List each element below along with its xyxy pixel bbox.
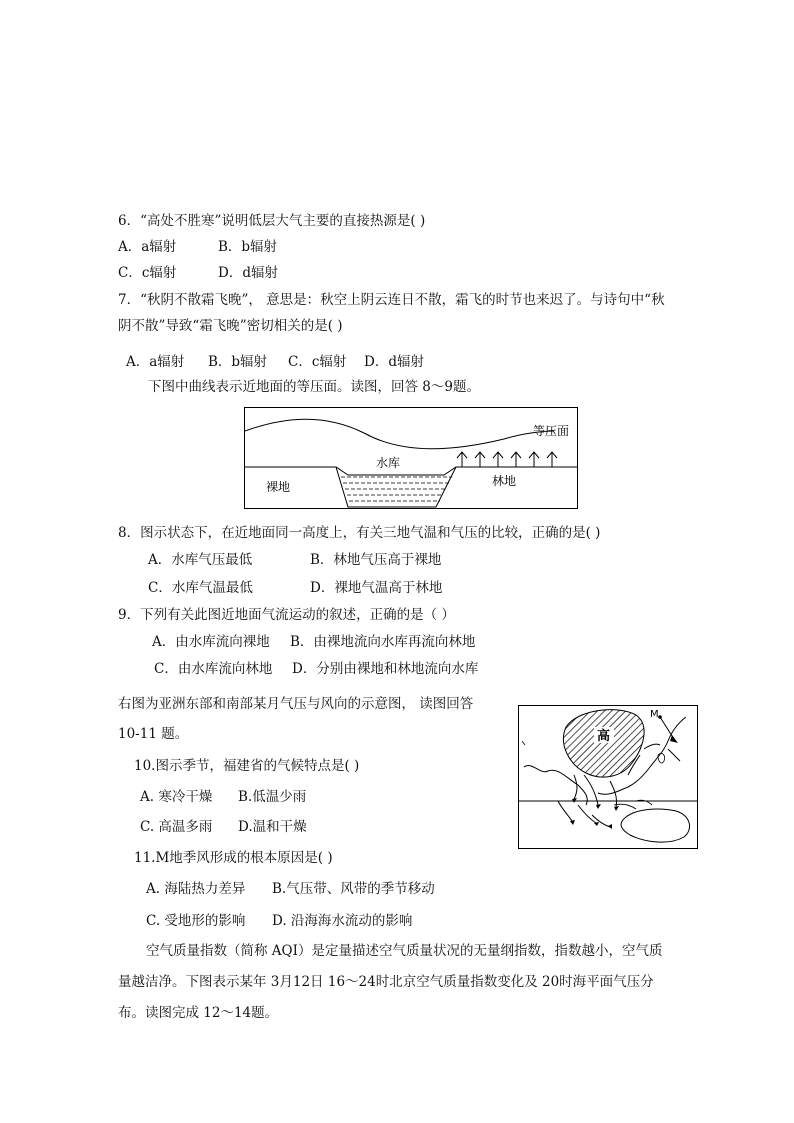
q6-options-row1 bbox=[118, 238, 277, 256]
q11-option-a: A. 海陆热力差异 bbox=[146, 881, 246, 897]
aqi-intro-line1: 空气质量指数（简称 AQI）是定量描述空气质量状况的无量纲指数，指数越小，空气质 bbox=[146, 943, 663, 959]
asia-pressure-wind-map bbox=[518, 705, 698, 849]
q8-option-c: C．水库气温最低 bbox=[148, 580, 253, 596]
label-bare-land: 裸地 bbox=[266, 480, 291, 494]
q9-options-row1 bbox=[152, 633, 475, 651]
q8-options-row1 bbox=[148, 551, 441, 569]
aqi-intro-line3: 布。读图完成 12～14题。 bbox=[118, 1005, 279, 1021]
q6-option-d: D．d辐射 bbox=[218, 265, 278, 281]
q10-option-c: C. 高温多雨 bbox=[140, 819, 213, 835]
q7-option-a: A．a辐射 bbox=[126, 354, 185, 370]
q9-option-c: C．由水库流向林地 bbox=[154, 661, 273, 677]
label-m: M bbox=[650, 709, 659, 720]
q8-option-b: B．林地气压高于裸地 bbox=[310, 552, 442, 568]
intro-8-9: 下图中曲线表示近地面的等压面。读图，回答 8～9题。 bbox=[148, 379, 480, 395]
label-reservoir: 水库 bbox=[376, 456, 401, 470]
q7-option-d: D．d辐射 bbox=[364, 354, 424, 370]
q11-option-d: D. 沿海海水流动的影响 bbox=[272, 913, 413, 929]
intro-10-11-line2: 10-11 题。 bbox=[118, 726, 189, 742]
q8-options-row2 bbox=[148, 579, 442, 597]
q11-options-row2 bbox=[146, 912, 412, 930]
aqi-intro-line2: 量越洁净。下图表示某年 3月12日 16～24时北京空气质量指数变化及 20时海平面气压分 bbox=[118, 974, 654, 990]
q7-option-b: B．b辐射 bbox=[208, 354, 268, 370]
q7-stem-line1: 7．“秋阴不散霜飞晚”， 意思是：秋空上阴云连日不散，霜飞的时节也来迟了。与诗句中“秋 bbox=[118, 292, 665, 308]
label-high: 高 bbox=[597, 729, 611, 744]
q7-options bbox=[126, 353, 424, 371]
q11-options-row1 bbox=[146, 880, 435, 898]
q10-options-row1 bbox=[140, 788, 306, 806]
q9-option-b: B．由裸地流向水库再流向林地 bbox=[290, 634, 476, 650]
q6-stem: 6．“高处不胜寒”说明低层大气主要的直接热源是( ) bbox=[118, 213, 426, 229]
isobar-diagram bbox=[244, 407, 578, 509]
label-forest: 林地 bbox=[492, 474, 517, 488]
q6-option-c: C．c辐射 bbox=[118, 265, 177, 281]
q6-option-b: B．b辐射 bbox=[218, 239, 278, 255]
q11-stem: 11.M地季风形成的根本原因是( ) bbox=[134, 850, 333, 866]
q6-options-row2 bbox=[118, 264, 278, 282]
q11-option-c: C. 受地形的影响 bbox=[146, 913, 246, 929]
q7-stem-line2: 阴不散”导致“霜飞晚”密切相关的是( ) bbox=[118, 318, 343, 334]
q10-stem: 10.图示季节，福建省的气候特点是( ) bbox=[134, 758, 360, 774]
m-point bbox=[658, 715, 662, 719]
intro-10-11-line1: 右图为亚洲东部和南部某月气压与风向的示意图， 读图回答 bbox=[118, 696, 474, 712]
q10-option-b: B.低温少雨 bbox=[238, 789, 307, 805]
q10-options-row2 bbox=[140, 818, 307, 836]
q9-option-d: D．分别由裸地和林地流向水库 bbox=[292, 661, 479, 677]
label-isobar: 等压面 bbox=[533, 424, 570, 438]
q8-stem: 8．图示状态下，在近地面同一高度上，有关三地气温和气压的比较，正确的是( ) bbox=[118, 525, 601, 541]
q6-option-a: A．a辐射 bbox=[118, 239, 177, 255]
q9-option-a: A．由水库流向裸地 bbox=[152, 634, 270, 650]
q11-option-b: B.气压带、风带的季节移动 bbox=[272, 881, 435, 897]
q8-option-d: D．裸地气温高于林地 bbox=[310, 580, 443, 596]
q9-options-row2 bbox=[154, 660, 478, 678]
q10-option-a: A. 寒冷干燥 bbox=[140, 789, 213, 805]
q8-option-a: A．水库气压最低 bbox=[148, 552, 253, 568]
q7-option-c: C．c辐射 bbox=[288, 354, 347, 370]
q10-option-d: D.温和干燥 bbox=[238, 819, 307, 835]
q9-stem: 9．下列有关此图近地面气流运动的叙述，正确的是（ ） bbox=[118, 607, 455, 623]
